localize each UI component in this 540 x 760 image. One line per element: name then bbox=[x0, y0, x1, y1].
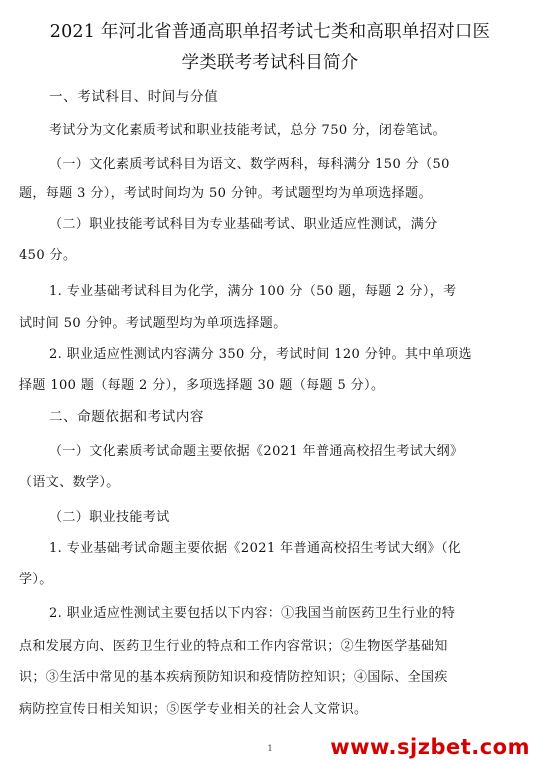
section-heading-exam-basis: 二、命题依据和考试内容 bbox=[49, 409, 205, 425]
paragraph-line: 2. 职业适应性测试主要包括以下内容：①我国当前医药卫生行业的特 bbox=[49, 606, 456, 621]
paragraph-line: 题，每题 3 分），考试时间均为 50 分钟。考试题型均为单项选择题。 bbox=[19, 186, 432, 201]
paragraph-line: 1. 专业基础考试科目为化学，满分 100 分（50 题，每题 2 分），考 bbox=[49, 284, 457, 299]
paragraph-line: 1. 专业基础考试命题主要依据《2021 年普通高校招生考试大纲》（化 bbox=[49, 541, 462, 556]
section-heading-exam-subjects: 一、考试科目、时间与分值 bbox=[49, 89, 219, 105]
paragraph-line: 病防控宣传日相关知识；⑤医学专业相关的社会人文常识。 bbox=[19, 702, 368, 717]
document-title-line-1: 2021 年河北省普通高职单招考试七类和高职单招对口医 bbox=[49, 22, 491, 42]
watermark-url: www.sjzbet.com bbox=[330, 735, 530, 759]
paragraph-line: （一）文化素质考试科目为语文、数学两科，每科满分 150 分（50 bbox=[49, 157, 450, 172]
paragraph-line: 试时间 50 分钟。考试题型均为单项选择题。 bbox=[19, 316, 287, 331]
paragraph-line: 识；③生活中常见的基本疾病预防知识和疫情防控知识；④国际、全国疾 bbox=[19, 670, 448, 685]
paragraph-line: 择题 100 题（每题 2 分），多项选择题 30 题（每题 5 分）。 bbox=[19, 378, 385, 393]
paragraph-line: 考试分为文化素质考试和职业技能考试，总分 750 分，闭卷笔试。 bbox=[49, 123, 446, 138]
paragraph-line: （二）职业技能考试科目为专业基础考试、职业适应性测试，满分 bbox=[49, 217, 438, 232]
paragraph-line: （语文、数学）。 bbox=[19, 475, 120, 490]
document-title-line-2: 学类联考考试科目简介 bbox=[181, 53, 359, 73]
page-number: 1 bbox=[267, 744, 273, 753]
paragraph-line: 学）。 bbox=[19, 572, 53, 587]
paragraph-line: （一）文化素质考试命题主要依据《2021 年普通高校招生考试大纲》 bbox=[49, 444, 464, 459]
paragraph-line: 450 分。 bbox=[19, 248, 77, 263]
paragraph-line: 2. 职业适应性测试内容满分 350 分，考试时间 120 分钟。其中单项选 bbox=[49, 347, 472, 362]
paragraph-line: 点和发展方向、医药卫生行业的特点和工作内容常识；②生物医学基础知 bbox=[19, 639, 448, 654]
paragraph-line: （二）职业技能考试 bbox=[49, 510, 170, 525]
